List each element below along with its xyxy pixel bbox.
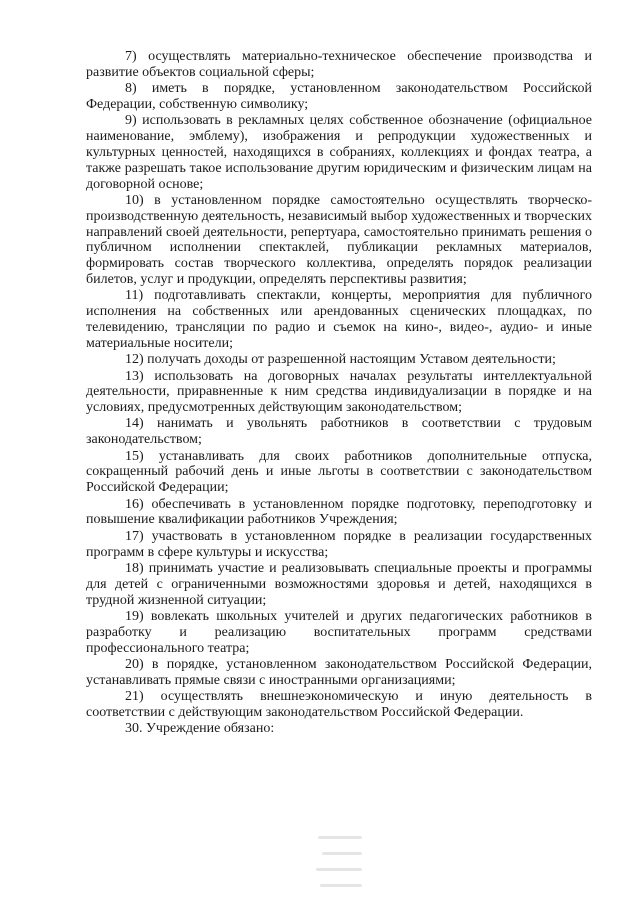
list-item-10: 10) в установленном порядке самостоятельно осуществлять творческо-производственную деятельность, независимый выбор художественных и творческих направлений своей деятельности, репертуара, самостоятельно принимать решения о публичном исполнении спектаклей, публикации рекламных материалов, формировать состав творческого коллектива, определять порядок реализации билетов, услуг и продукции, определять перспективы развития; xyxy=(86,192,592,287)
scan-artifact xyxy=(320,884,362,887)
list-item-17: 17) участвовать в установленном порядке в реализации государственных программ в сфере культуры и искусства; xyxy=(86,528,592,560)
scan-artifact xyxy=(322,852,362,855)
list-item-9: 9) использовать в рекламных целях собственное обозначение (официальное наименование, эмблему), изображения и репродукции художественных и культурных ценностей, находящихся в собраниях, коллекциях и фондах театра, а также разрешать такое использование другим юридическим и физическим лицам на договорной основе; xyxy=(86,113,592,192)
scan-artifact xyxy=(316,868,362,871)
list-item-16: 16) обеспечивать в установленном порядке подготовку, переподготовку и повышение квалификации работников Учреждения; xyxy=(86,496,592,528)
list-item-19: 19) вовлекать школьных учителей и других педагогических работников в разработку и реализацию воспитательных программ средствами профессионального театра; xyxy=(86,609,592,656)
list-item-7: 7) осуществлять материально-техническое обеспечение производства и развитие объектов социальной сферы; xyxy=(86,49,592,80)
list-item-13: 13) использовать на договорных началах результаты интеллектуальной деятельности, приравненные к ним средства индивидуализации в порядке и на условиях, предусмотренных действующим законодательством; xyxy=(86,368,592,416)
list-item-11: 11) подготавливать спектакли, концерты, мероприятия для публичного исполнения на собственных или арендованных сценических площадках, по телевидению, трансляции по радио и съемок на кино-, видео-, аудио- и иные материальные носители; xyxy=(86,288,592,351)
document-body xyxy=(86,49,592,738)
scan-artifact xyxy=(318,836,362,839)
list-item-20: 20) в порядке, установленном законодательством Российской Федерации, устанавливать прямые связи с иностранными организациями; xyxy=(86,657,592,688)
list-item-15: 15) устанавливать для своих работников дополнительные отпуска, сокращенный рабочий день и иные льготы в соответствии с законодательством Российской Федерации; xyxy=(86,448,592,496)
list-item-14: 14) нанимать и увольнять работников в соответствии с трудовым законодательством; xyxy=(86,416,592,448)
list-item-21: 21) осуществлять внешнеэкономическую и иную деятельность в соответствии с действующим законодательством Российской Федерации. xyxy=(86,689,592,720)
list-item-18: 18) принимать участие и реализовывать специальные проекты и программы для детей с ограниченными возможностями здоровья и детей, находящихся в трудной жизненной ситуации; xyxy=(86,561,592,608)
list-item-8: 8) иметь в порядке, установленном законодательством Российской Федерации, собственную символику; xyxy=(86,81,592,112)
list-item-12: 12) получать доходы от разрешенной настоящим Уставом деятельности; xyxy=(125,352,556,368)
section-heading-30: 30. Учреждение обязано: xyxy=(125,721,275,737)
